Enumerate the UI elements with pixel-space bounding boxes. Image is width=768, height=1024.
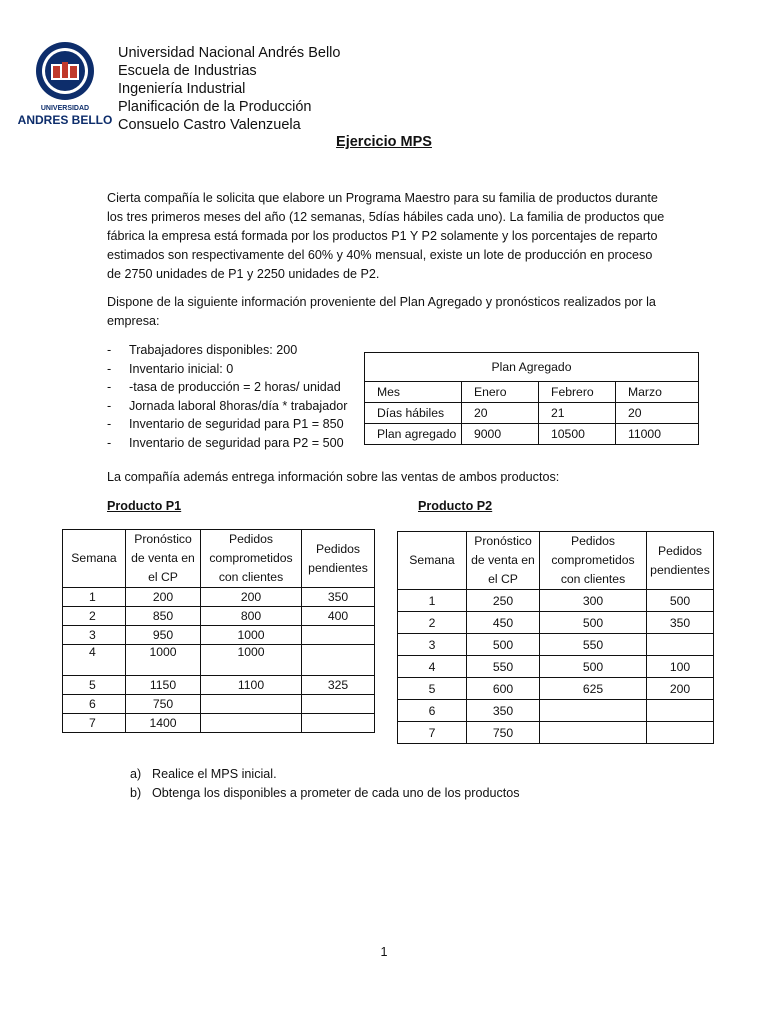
table-row: 7 750	[398, 722, 714, 744]
question-list	[130, 765, 520, 803]
table-row: 3 500 550	[398, 634, 714, 656]
university-logo	[17, 40, 113, 128]
bullet-list	[107, 341, 347, 453]
header-line-course: Planificación de la Producción	[118, 99, 312, 115]
dispone-paragraph: Dispone de la siguiente información proveniente del Plan Agregado y pronósticos realizados por la empresa:	[107, 295, 656, 328]
producto-p1-table	[62, 529, 375, 733]
logo-text-top: UNIVERSIDAD	[40, 105, 90, 112]
plan-agregado-caption: Plan Agregado	[365, 353, 699, 382]
table-row: 2 450 500 350	[398, 612, 714, 634]
plan-agregado-table	[364, 352, 699, 445]
list-item: - Inventario de seguridad para P2 = 500	[107, 434, 347, 453]
table-row: 1 200 200 350	[63, 588, 375, 607]
list-item: - Trabajadores disponibles: 200	[107, 341, 347, 360]
bullet-marker: -	[107, 343, 112, 357]
question-text: Obtenga los disponibles a prometer de cada uno de los productos	[152, 786, 520, 800]
list-item	[130, 784, 520, 803]
table-row: Plan agregado 9000 10500 11000	[365, 424, 699, 445]
bullet-marker: -	[107, 435, 112, 450]
bullet-marker: -	[107, 417, 112, 432]
bullet-marker: -	[107, 361, 112, 376]
table-row: 5 600 625 200	[398, 678, 714, 700]
producto-p2-table	[397, 531, 714, 744]
page-number: 1	[380, 945, 388, 959]
table-row: 2 850 800 400	[63, 607, 375, 626]
table-row: Días hábiles 20 21 20	[365, 403, 699, 424]
producto-p1-label: Producto P1	[107, 499, 182, 513]
ventas-paragraph: La compañía además entrega información sobre las ventas de ambos productos:	[107, 470, 560, 484]
header-line-author: Consuelo Castro Valenzuela	[118, 117, 301, 133]
page-title: Ejercicio MPS	[336, 134, 432, 150]
table-row: 6 750	[63, 695, 375, 714]
bullet-marker: -	[107, 398, 112, 413]
table-row: 6 350	[398, 700, 714, 722]
table-row: 5 1150 1100 325	[63, 676, 375, 695]
intro-paragraph: Cierta compañía le solicita que elabore un Programa Maestro para su familia de productos durante los tres primeros meses del año (12 semanas, 5días hábiles cada uno). La familia de productos que fábrica la empresa está formada por los productos P1 Y P2 solamente y los porcentajes de reparto estimados son respectivamente del 60% y 40% mensual, existe un lote de producción en proceso de 2750 unidades de P1 y 2250 unidades de P2.	[107, 191, 665, 281]
table-row: 4 550 500 100	[398, 656, 714, 678]
table-header-row: Semana Pronóstico de venta en el CP Pedidos comprometidos con clientes Pedidos pendientes	[63, 530, 375, 588]
list-item: - Inventario inicial: 0	[107, 360, 347, 379]
question-label: a)	[130, 767, 142, 781]
list-item: - Jornada laboral 8horas/día * trabajador	[107, 397, 347, 416]
header-line-program: Ingeniería Industrial	[118, 81, 246, 97]
table-header-row: Semana Pronóstico de venta en el CP Pedidos comprometidos con clientes Pedidos pendientes	[398, 532, 714, 590]
producto-p2-label: Producto P2	[418, 499, 493, 513]
list-item	[130, 765, 520, 784]
table-row: 4 1000 1000	[63, 645, 375, 676]
list-item: - Inventario de seguridad para P1 = 850	[107, 415, 347, 434]
header-line-school: Escuela de Industrias	[118, 63, 257, 79]
question-label: b)	[130, 786, 142, 800]
question-text: Realice el MPS inicial.	[152, 767, 277, 781]
table-row: Mes Enero Febrero Marzo	[365, 382, 699, 403]
table-row: 3 950 1000	[63, 626, 375, 645]
list-item: - -tasa de producción = 2 horas/ unidad	[107, 378, 347, 397]
table-row: 1 250 300 500	[398, 590, 714, 612]
table-row: 7 1400	[63, 714, 375, 733]
bullet-marker: -	[107, 380, 112, 395]
header-line-university: Universidad Nacional Andrés Bello	[118, 45, 341, 61]
logo-text-bottom: ANDRES BELLO	[17, 113, 113, 127]
header-block	[118, 44, 340, 134]
